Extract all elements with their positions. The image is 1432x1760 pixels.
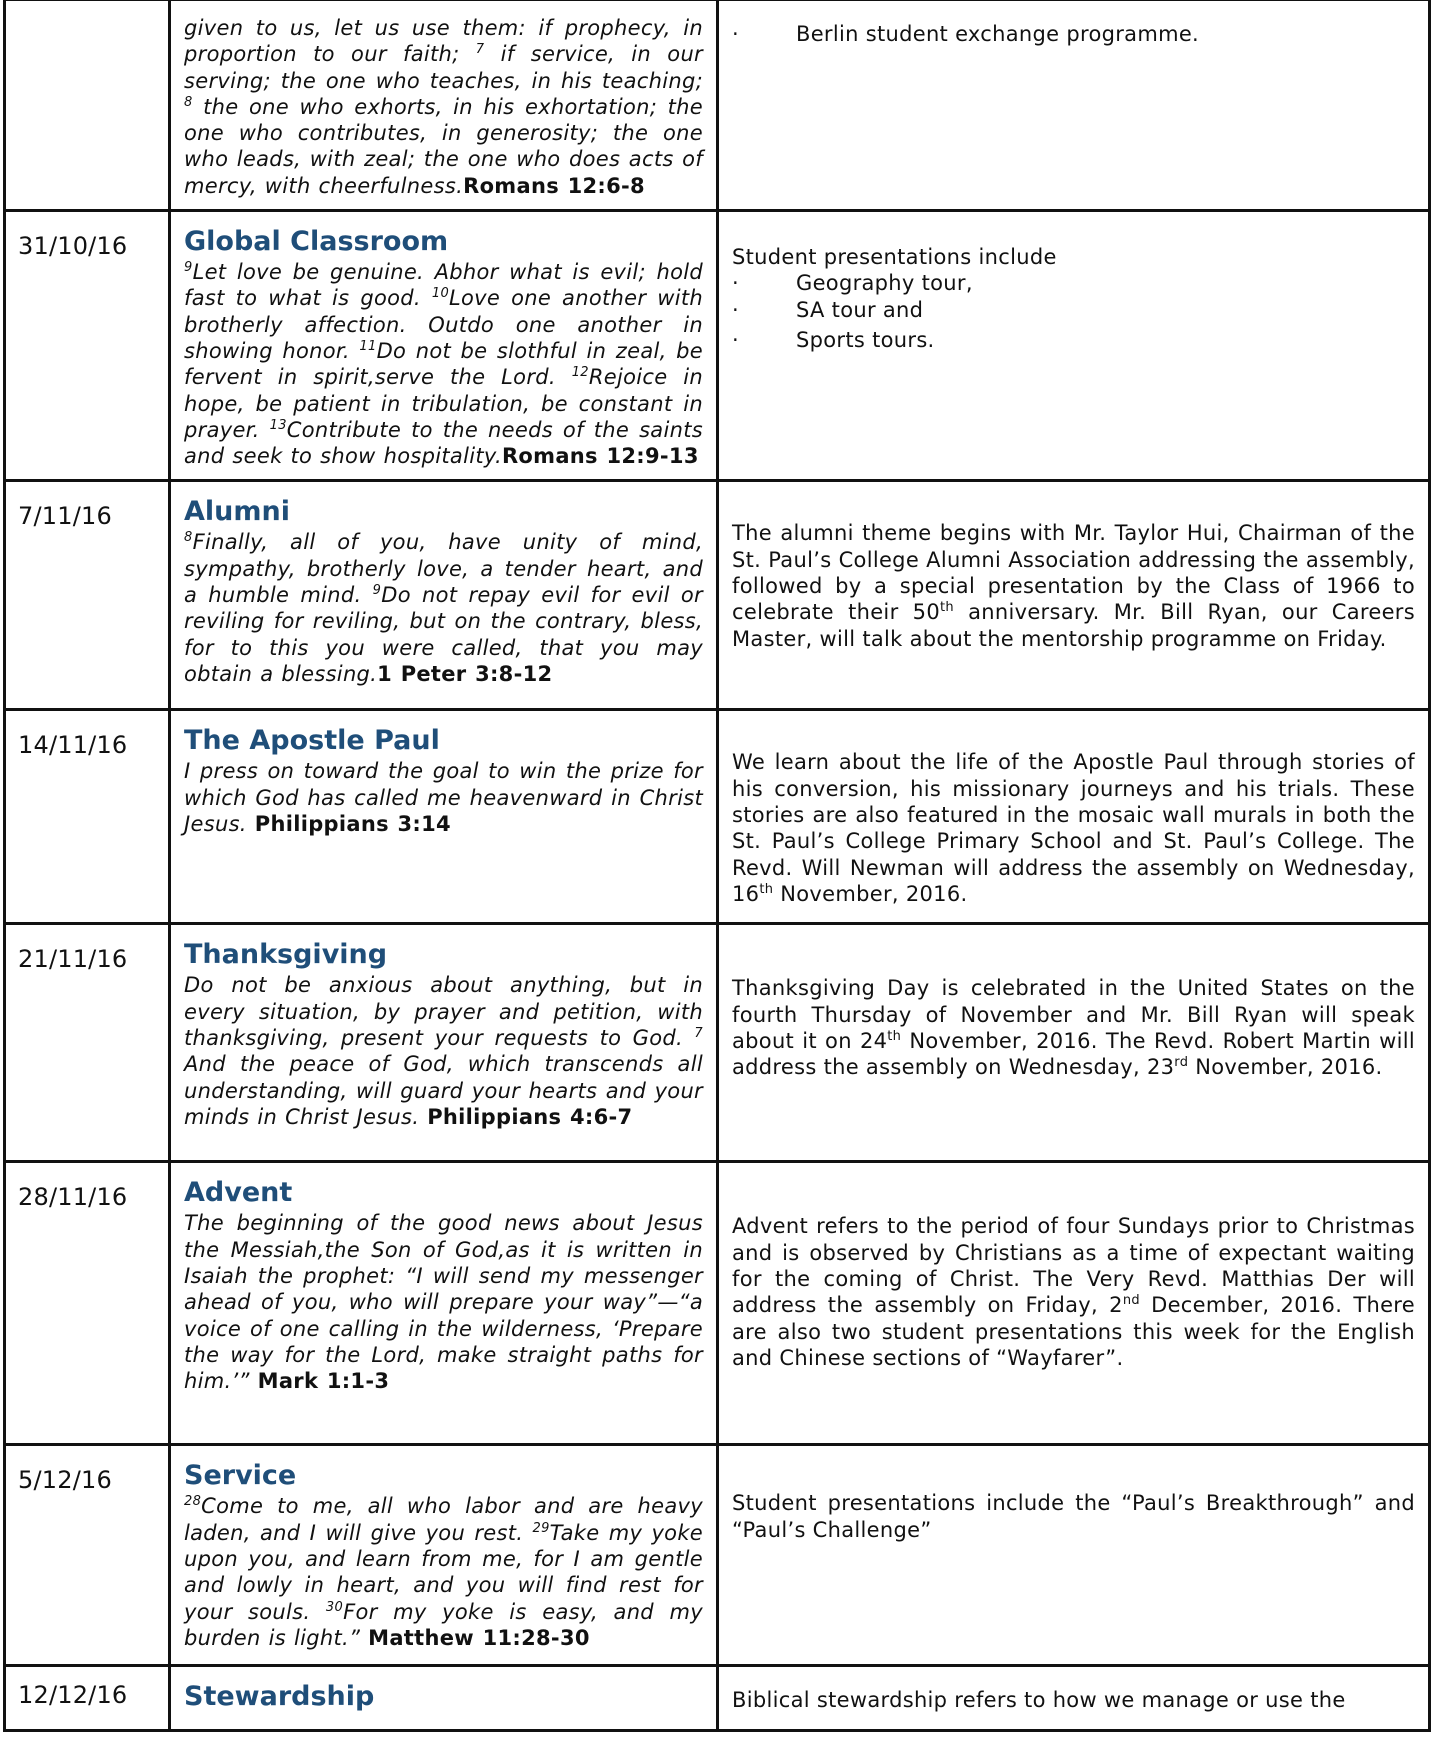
theme-title: Alumni <box>184 496 290 528</box>
description-cell <box>718 1445 1430 1666</box>
theme-title: Stewardship <box>184 1681 375 1713</box>
date-cell: 5/12/16 <box>5 1445 170 1666</box>
theme-title: The Apostle Paul <box>184 725 440 757</box>
schedule-table <box>3 0 1431 1732</box>
bullet-icon: · <box>732 327 739 352</box>
description-text: We learn about the life of the Apostle Paul through stories of his conversion, his missionary journeys and his trials. These stories are also featured in the mosaic wall murals in both the St. Paul’s College Primary School and St. Paul’s College. The Revd. Will Newman will address the assembly on Wednesday, 16th November, 2016. <box>732 750 1415 906</box>
table-row <box>5 481 1430 710</box>
theme-title: Thanksgiving <box>184 939 388 971</box>
theme-cell <box>170 710 718 924</box>
verse-reference: Romans 12:6-8 <box>463 173 645 198</box>
theme-cell <box>170 481 718 710</box>
bullet-icon: · <box>732 271 739 296</box>
bullet-icon: · <box>732 297 739 322</box>
verse-reference: Romans 12:9-13 <box>501 444 699 469</box>
date-cell: 12/12/16 <box>5 1666 170 1731</box>
verse-text: The beginning of the good news about Jesus the Messiah,the Son of God,as it is written in Isaiah the prophet: “I will send my messenger ahead of you, who will prepare your way”—“a voice of one calling in the wilderness, ‘Prepare the way for the Lord, make straight paths for him.’” Mark 1:1-3 <box>184 1211 703 1394</box>
verse-reference: Philippians 4:6-7 <box>427 1104 633 1129</box>
list-item: · Geography tour, <box>732 271 973 296</box>
list-item: · SA tour and <box>732 297 924 322</box>
date-cell <box>5 0 170 211</box>
theme-title: Global Classroom <box>184 226 449 258</box>
date-cell: 28/11/16 <box>5 1162 170 1445</box>
verse-reference: Mark 1:1-3 <box>257 1369 390 1394</box>
description-cell <box>718 1162 1430 1445</box>
description-cell <box>718 924 1430 1162</box>
date-cell: 21/11/16 <box>5 924 170 1162</box>
table-row <box>5 0 1430 211</box>
verse-text: $^9$Let love be genuine. Abhor what is evil; hold fast to what is good. $^{10}$Love one another with brotherly affection. Outdo one another in showing honor. $^{11}$Do not be slothful in zeal, be fervent in spirit,serve the Lord. $^{12}$Rejoice in hope, be patient in tribulation, be constant in prayer. $^{13}$Contribute to the needs of the saints and seek to show hospitality.Romans 12:9-13 <box>184 260 703 469</box>
description-cell <box>718 710 1430 924</box>
table-row <box>5 924 1430 1162</box>
theme-title: Advent <box>184 1177 293 1209</box>
table-row <box>5 1162 1430 1445</box>
verse-reference: Philippians 3:14 <box>254 812 451 837</box>
table-row <box>5 710 1430 924</box>
description-cell <box>718 211 1430 481</box>
verse-text: $^{28}$Come to me, all who labor and are heavy laden, and I will give you rest. $^{29}$Take my yoke upon you, and learn from me, for I am gentle and lowly in heart, and you will find rest for your souls. $^{30}$For my yoke is easy, and my burden is light.” Matthew 11:28-30 <box>184 1494 704 1650</box>
description-cell <box>718 481 1430 710</box>
theme-cell <box>170 924 718 1162</box>
list-item: · Berlin student exchange programme. <box>732 22 1200 46</box>
description-text: Advent refers to the period of four Sundays prior to Christmas and is observed by Christians as a time of expectant waiting for the coming of Christ. The Very Revd. Matthias Der will address the assembly on Friday, 2nd December, 2016. There are also two student presentations this week for the English and Chinese sections of “Wayfarer”. <box>732 1214 1415 1370</box>
table-row <box>5 1445 1430 1666</box>
description-text: The alumni theme begins with Mr. Taylor Hui, Chairman of the St. Paul’s College Alumni Association addressing the assembly, followed by a special presentation by the Class of 1966 to celebrate their 50th anniversary. Mr. Bill Ryan, our Careers Master, will talk about the mentorship programme on Friday. <box>732 521 1415 651</box>
theme-cell <box>170 1162 718 1445</box>
theme-title: Service <box>184 1460 297 1492</box>
bullet-icon: · <box>732 22 739 46</box>
verse-text: Do not be anxious about anything, but in every situation, by prayer and petition, with thanksgiving, present your requests to God. $^7$ And the peace of God, which transcends all understanding, will guard your hearts and your minds in Christ Jesus. Philippians 4:6-7 <box>184 973 703 1129</box>
description-cell <box>718 1666 1430 1731</box>
table-row <box>5 1666 1430 1731</box>
theme-cell <box>170 0 718 211</box>
theme-cell <box>170 211 718 481</box>
description-cell <box>718 0 1430 211</box>
theme-cell <box>170 1445 718 1666</box>
description-text: Biblical stewardship refers to how we manage or use the <box>732 1688 1346 1713</box>
verse-text: $^8$Finally, all of you, have unity of mind, sympathy, brotherly love, a tender heart, and a humble mind. $^9$Do not repay evil for evil or reviling for reviling, but on the contrary, bless, for to this you were called, that you may obtain a blessing.1 Peter 3:8-12 <box>184 530 703 686</box>
verse-text: I press on toward the goal to win the prize for which God has called me heavenward in Christ Jesus. Philippians 3:14 <box>184 759 703 837</box>
verse-text: given to us, let us use them: if prophecy, in proportion to our faith; $^7$ if service, in our serving; the one who teaches, in his teaching; $^8$ the one who exhorts, in his exhortation; the one who contributes, in generosity; the one who leads, with zeal; the one who does acts of mercy, with cheerfulness.Romans 12:6-8 <box>184 16 703 198</box>
date-cell: 14/11/16 <box>5 710 170 924</box>
verse-reference: 1 Peter 3:8-12 <box>377 661 553 686</box>
description-text: Student presentations include the “Paul’s Breakthrough” and “Paul’s Challenge” <box>732 1491 1415 1542</box>
date-cell: 31/10/16 <box>5 211 170 481</box>
date-cell: 7/11/16 <box>5 481 170 710</box>
list-item: · Sports tours. <box>732 327 935 352</box>
description-intro: Student presentations include <box>732 245 1057 270</box>
theme-cell <box>170 1666 718 1731</box>
verse-reference: Matthew 11:28-30 <box>368 1625 590 1650</box>
description-text: Thanksgiving Day is celebrated in the United States on the fourth Thursday of November and Mr. Bill Ryan will speak about it on 24th November, 2016. The Revd. Robert Martin will address the assembly on Wednesday, 23rd November, 2016. <box>732 976 1415 1080</box>
table-row <box>5 211 1430 481</box>
